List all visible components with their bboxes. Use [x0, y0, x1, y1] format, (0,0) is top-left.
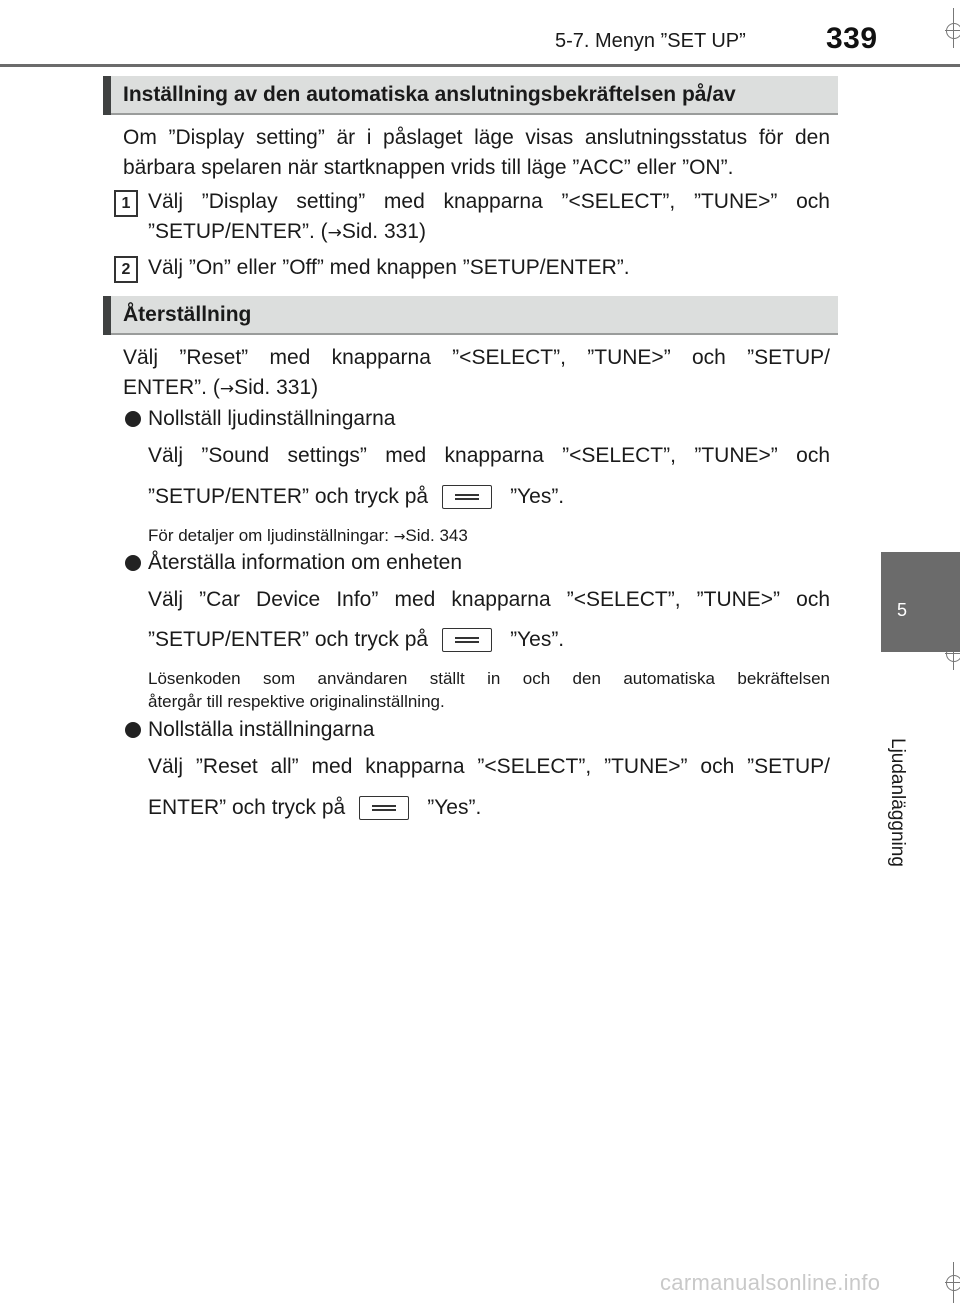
heading-accent-bar: [103, 296, 111, 335]
item-title: Nollställa inställningarna: [148, 718, 375, 741]
section-heading-text: Inställning av den automatiska anslutningsbekräftelsen på/av: [123, 83, 736, 106]
item-text: ”SETUP/ENTER” och tryck på: [148, 628, 429, 651]
item-text-line: Välj ”Reset all” med knapparna ”<SELECT”, ”TUNE>” och ”SETUP/: [148, 755, 830, 778]
chapter-tab-number: 5: [897, 600, 908, 620]
step-text-line: Välj ”Display setting” med knapparna ”<SELECT”, ”TUNE>” och: [148, 190, 830, 213]
item-text: ENTER” och tryck på: [148, 796, 346, 819]
intro-paragraph-line: Om ”Display setting” är i påslaget läge visas anslutningsstatus för den: [123, 126, 830, 149]
item-title: Återställa information om enheten: [148, 551, 463, 574]
arrow-right-icon: →: [327, 223, 342, 243]
item-text-line: [148, 482, 830, 512]
item-text-line: [148, 793, 830, 823]
intro-paragraph-line: bärbara spelaren när startknappen vrids till läge ”ACC” eller ”ON”.: [123, 156, 734, 179]
header-section-title: 5-7. Menyn ”SET UP”: [555, 30, 746, 52]
item-text: ”Yes”.: [510, 485, 565, 508]
page-reference-link[interactable]: Sid. 331): [341, 220, 426, 243]
bullet-dot: [125, 722, 141, 738]
page-reference-link[interactable]: Sid. 331): [234, 376, 319, 399]
item-title: Nollställ ljudinställningarna: [148, 407, 396, 430]
back-button-icon: [359, 796, 409, 820]
item-note-line: Lösenkoden som användaren ställt in och den automatiska bekräftelsen: [148, 669, 830, 688]
bullet-dot: [125, 555, 141, 571]
back-button-icon: [442, 628, 492, 652]
intro-paragraph-line: [123, 373, 830, 404]
step-number-badge: 1: [114, 190, 138, 217]
back-button-icon: [442, 485, 492, 509]
arrow-right-icon: →: [393, 529, 406, 545]
item-text: ”Yes”.: [510, 628, 565, 651]
heading-accent-bar: [103, 76, 111, 115]
section-heading-reset: [103, 296, 838, 335]
header-rule: [0, 64, 960, 67]
chapter-tab: [881, 552, 960, 652]
item-note: [148, 524, 468, 549]
chapter-side-label: Ljudanläggning: [887, 738, 908, 867]
page-reference-link[interactable]: Sid. 343: [405, 526, 468, 545]
watermark: carmanualsonline.info: [660, 1270, 881, 1295]
step-text-line: [148, 217, 830, 248]
step-number-badge: 2: [114, 256, 138, 283]
item-text: ”SETUP/ENTER” och tryck på: [148, 485, 429, 508]
item-text-line: Välj ”Car Device Info” med knapparna ”<SELECT”, ”TUNE>” och: [148, 588, 830, 611]
item-text: ”Yes”.: [427, 796, 482, 819]
item-note-line: återgår till respektive originalinställning.: [148, 692, 445, 711]
intro-paragraph-line: Välj ”Reset” med knapparna ”<SELECT”, ”TUNE>” och ”SETUP/: [123, 346, 830, 369]
item-text-line: Välj ”Sound settings” med knapparna ”<SELECT”, ”TUNE>” och: [148, 444, 830, 467]
step-text: ”SETUP/ENTER”. (: [148, 220, 328, 243]
note-text: För detaljer om ljudinställningar:: [148, 526, 389, 545]
page-number: 339: [826, 22, 878, 55]
arrow-right-icon: →: [219, 379, 235, 399]
intro-text: ENTER”. (: [123, 376, 220, 399]
step-text-line: Välj ”On” eller ”Off” med knappen ”SETUP/ENTER”.: [148, 256, 630, 279]
section-heading-auto-connection: [103, 76, 838, 115]
bullet-dot: [125, 411, 141, 427]
item-text-line: [148, 625, 830, 655]
section-heading-text: Återställning: [123, 303, 252, 326]
